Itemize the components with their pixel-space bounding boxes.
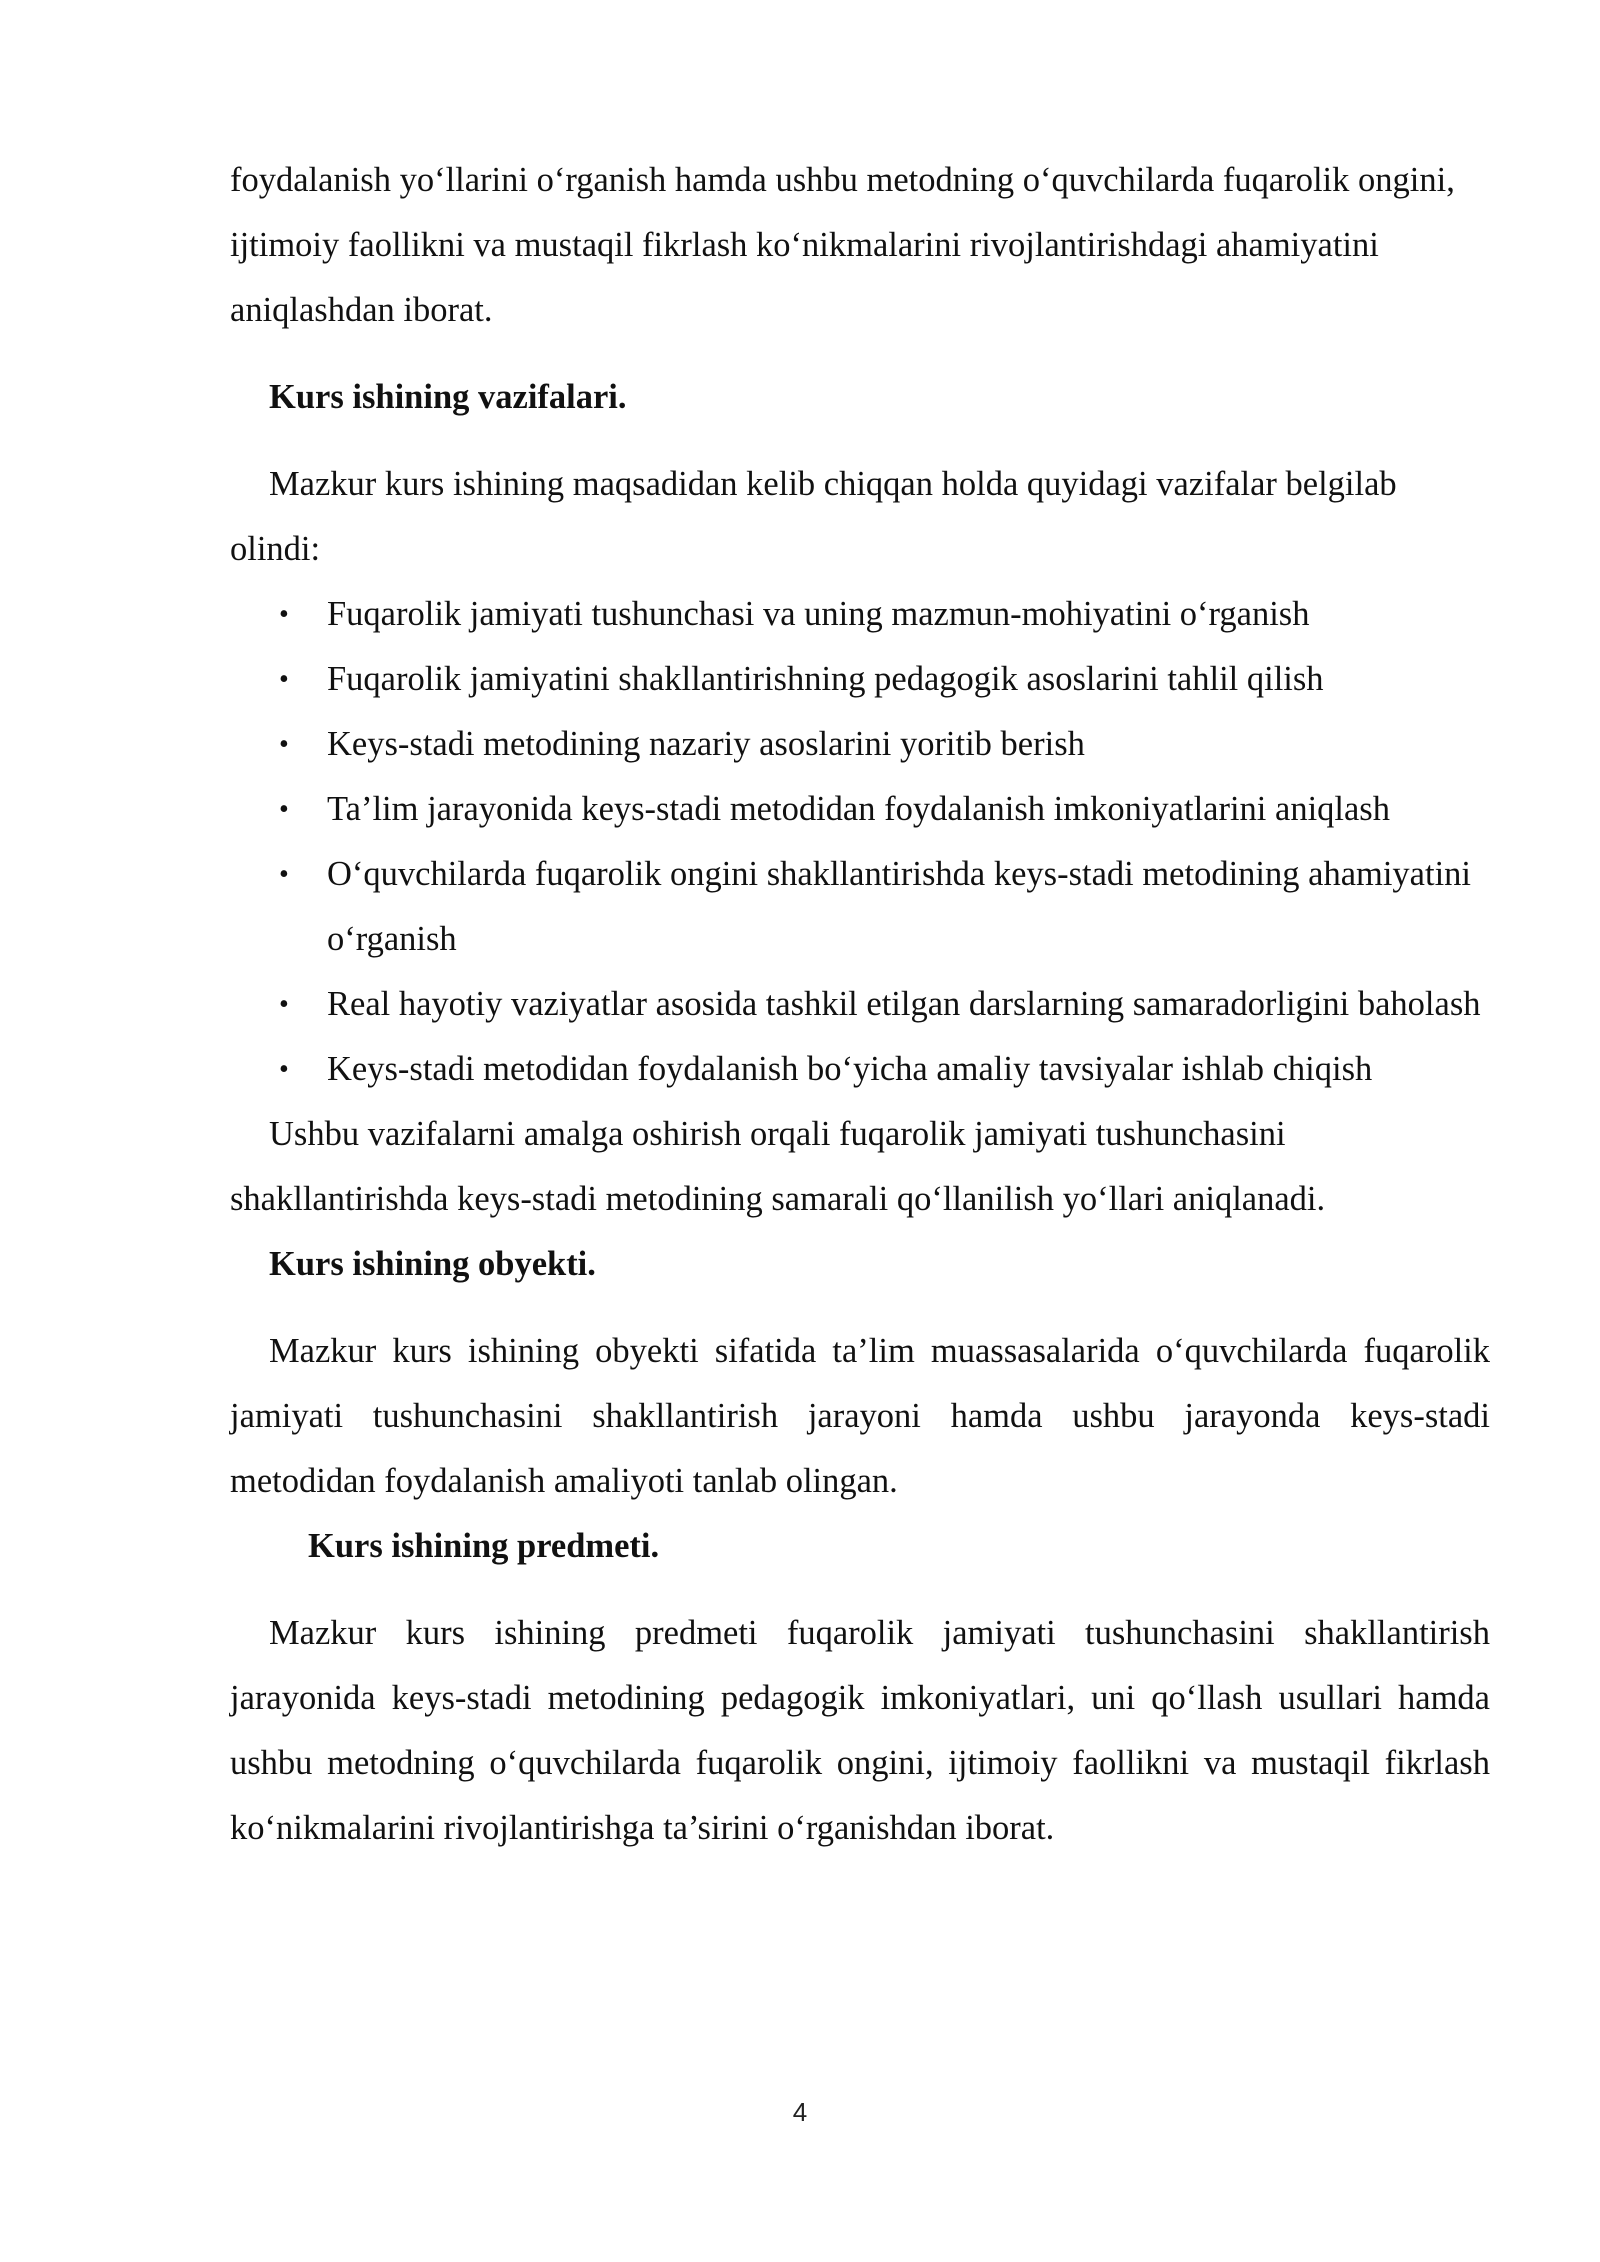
tasks-intro-paragraph: Mazkur kurs ishining maqsadidan kelib chiqqan holda quyidagi vazifalar belgilab olindi: (230, 465, 1397, 568)
subject-paragraph: Mazkur kurs ishining predmeti fuqarolik jamiyati tushunchasini shakllantirish jarayonida keys-stadi metodining pedagogik imkoniyatlari, uni qo‘llash usullari hamda ushbu metodning o‘quvchilarda fuqarolik ongini, ijtimoiy faollikni va mustaqil fikrlash ko‘nikmalarini rivojlantirishga ta’sirini o‘rganishdan iborat. (230, 1614, 1490, 1847)
tasks-heading: Kurs ishining vazifalari. (269, 378, 627, 416)
list-item (230, 582, 1490, 647)
list-item-text: Ta’lim jarayonida keys-stadi metodidan foydalanish imkoniyatlarini aniqlash (327, 790, 1390, 828)
list-item-text: Keys-stadi metodidan foydalanish bo‘yicha amaliy tavsiyalar ishlab chiqish (327, 1050, 1373, 1088)
list-item-text: Keys-stadi metodining nazariy asoslarini yoritib berish (327, 725, 1085, 763)
tasks-list (230, 582, 1490, 1102)
tasks-conclusion-paragraph: Ushbu vazifalarni amalga oshirish orqali fuqarolik jamiyati tushunchasini shakllantirishda keys-stadi metodining samarali qo‘llanilish yo‘llari aniqlanadi. (230, 1115, 1326, 1218)
list-item (230, 777, 1490, 842)
bullet-icon: • (279, 729, 289, 760)
intro-paragraph: foydalanish yo‘llarini o‘rganish hamda ushbu metodning o‘quvchilarda fuqarolik ongini, ijtimoiy faollikni va mustaqil fikrlash ko‘nikmalarini rivojlantirishdagi ahamiyatini aniqlashdan iborat. (230, 161, 1455, 329)
list-item-text: O‘quvchilarda fuqarolik ongini shakllantirishda keys-stadi metodining ahamiyatini o‘rganish (327, 855, 1471, 958)
list-item (230, 1037, 1490, 1102)
object-paragraph: Mazkur kurs ishining obyekti sifatida ta’lim muassasalarida o‘quvchilarda fuqarolik jamiyati tushunchasini shakllantirish jarayoni hamda ushbu jarayonda keys-stadi metodidan foydalanish amaliyoti tanlab olingan. (230, 1332, 1490, 1500)
subject-heading: Kurs ishining predmeti. (308, 1527, 660, 1565)
bullet-icon: • (279, 1054, 289, 1085)
list-item-text: Fuqarolik jamiyati tushunchasi va uning mazmun-mohiyatini o‘rganish (327, 595, 1310, 633)
list-item-text: Fuqarolik jamiyatini shakllantirishning pedagogik asoslarini tahlil qilish (327, 660, 1324, 698)
list-item (230, 842, 1490, 972)
page-number: 4 (792, 2097, 808, 2127)
list-item (230, 712, 1490, 777)
bullet-icon: • (279, 989, 289, 1020)
bullet-icon: • (279, 859, 289, 890)
bullet-icon: • (279, 794, 289, 825)
list-item (230, 972, 1490, 1037)
list-item (230, 647, 1490, 712)
list-item-text: Real hayotiy vaziyatlar asosida tashkil etilgan darslarning samaradorligini baholash (327, 985, 1481, 1023)
bullet-icon: • (279, 664, 289, 695)
object-heading: Kurs ishining obyekti. (269, 1245, 596, 1283)
document-page (230, 148, 1490, 1861)
bullet-icon: • (279, 599, 289, 630)
